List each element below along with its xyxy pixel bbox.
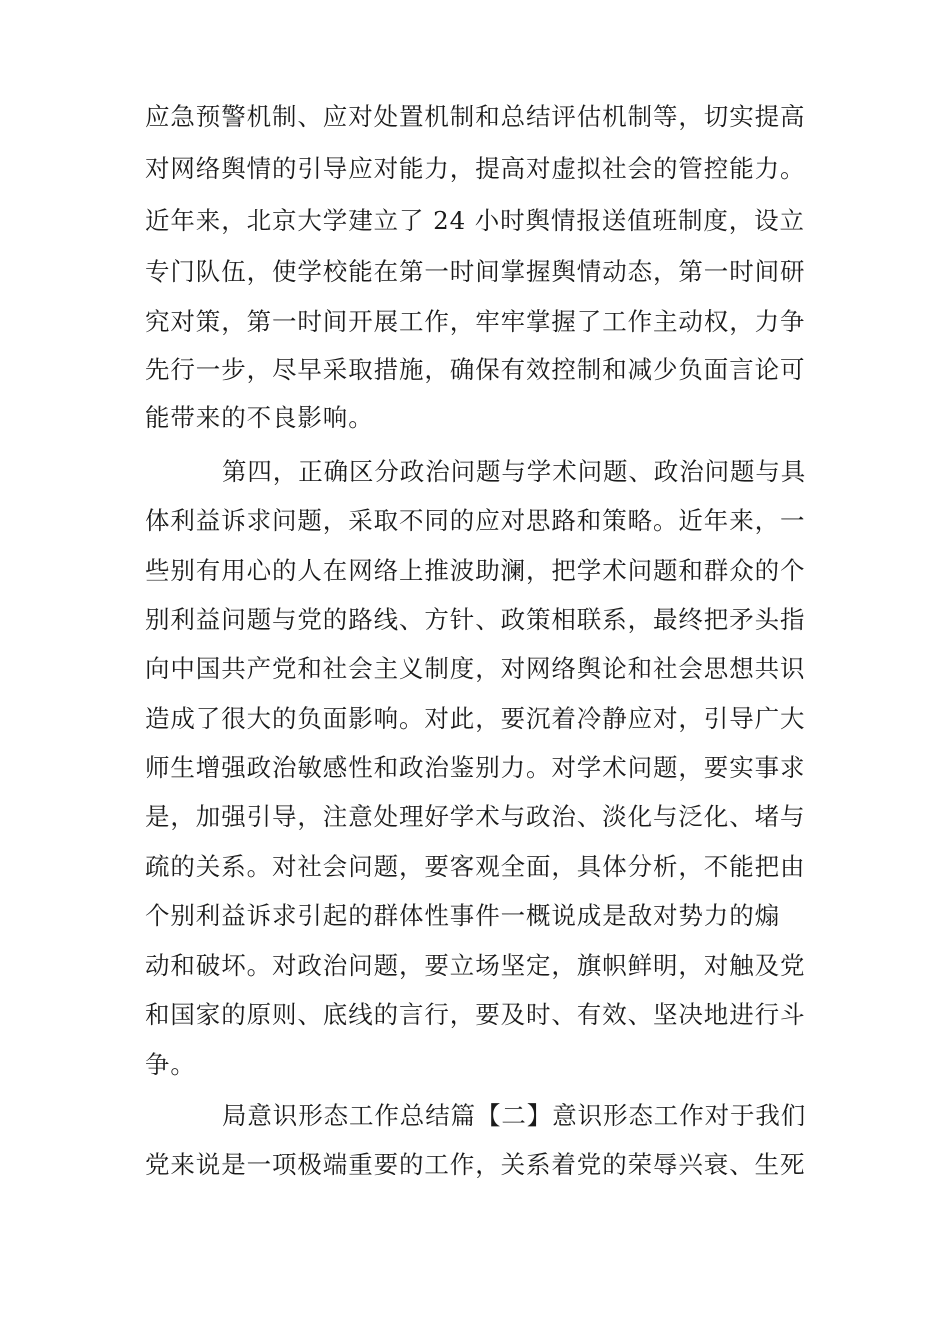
text-line: 别利益问题与党的路线、方针、政策相联系，最终把矛头指 xyxy=(145,605,806,634)
text-line: 党来说是一项极端重要的工作，关系着党的荣辱兴衰、生死 xyxy=(145,1150,806,1179)
text-line: 和国家的原则、底线的言行，要及时、有效、坚决地进行斗 xyxy=(145,1000,806,1029)
text-line: 向中国共产党和社会主义制度，对网络舆论和社会思想共识 xyxy=(145,654,806,683)
text-line: 争。 xyxy=(145,1050,196,1079)
paragraph-first-line: 局意识形态工作总结篇【二】意识形态工作对于我们 xyxy=(222,1101,807,1130)
text-line: 近年来，北京大学建立了 24 小时舆情报送值班制度，设立 xyxy=(145,206,805,235)
text-line: 应急预警机制、应对处置机制和总结评估机制等，切实提高 xyxy=(145,102,806,131)
text-line: 是，加强引导，注意处理好学术与政治、淡化与泛化、堵与 xyxy=(145,802,806,831)
text-line: 疏的关系。对社会问题，要客观全面，具体分析，不能把由 xyxy=(145,852,806,881)
text-line: 造成了很大的负面影响。对此，要沉着冷静应对，引导广大 xyxy=(145,704,806,733)
text-line: 先行一步，尽早采取措施，确保有效控制和减少负面言论可 xyxy=(145,355,806,384)
text-line: 个别利益诉求引起的群体性事件一概说成是敌对势力的煽 xyxy=(145,901,780,930)
text-line: 些别有用心的人在网络上推波助澜，把学术问题和群众的个 xyxy=(145,556,806,585)
text-line: 师生增强政治敏感性和政治鉴别力。对学术问题，要实事求 xyxy=(145,753,806,782)
text-line: 动和破坏。对政治问题，要立场坚定，旗帜鲜明，对触及党 xyxy=(145,951,806,980)
text-line: 能带来的不良影响。 xyxy=(145,403,374,432)
text-line: 对网络舆情的引导应对能力，提高对虚拟社会的管控能力。 xyxy=(145,154,806,183)
text-line: 专门队伍，使学校能在第一时间掌握舆情动态，第一时间研 xyxy=(145,257,806,286)
paragraph-first-line: 第四，正确区分政治问题与学术问题、政治问题与具 xyxy=(222,457,807,486)
text-line: 究对策，第一时间开展工作，牢牢掌握了工作主动权，力争 xyxy=(145,307,806,336)
text-line: 体利益诉求问题，采取不同的应对思路和策略。近年来，一 xyxy=(145,506,806,535)
